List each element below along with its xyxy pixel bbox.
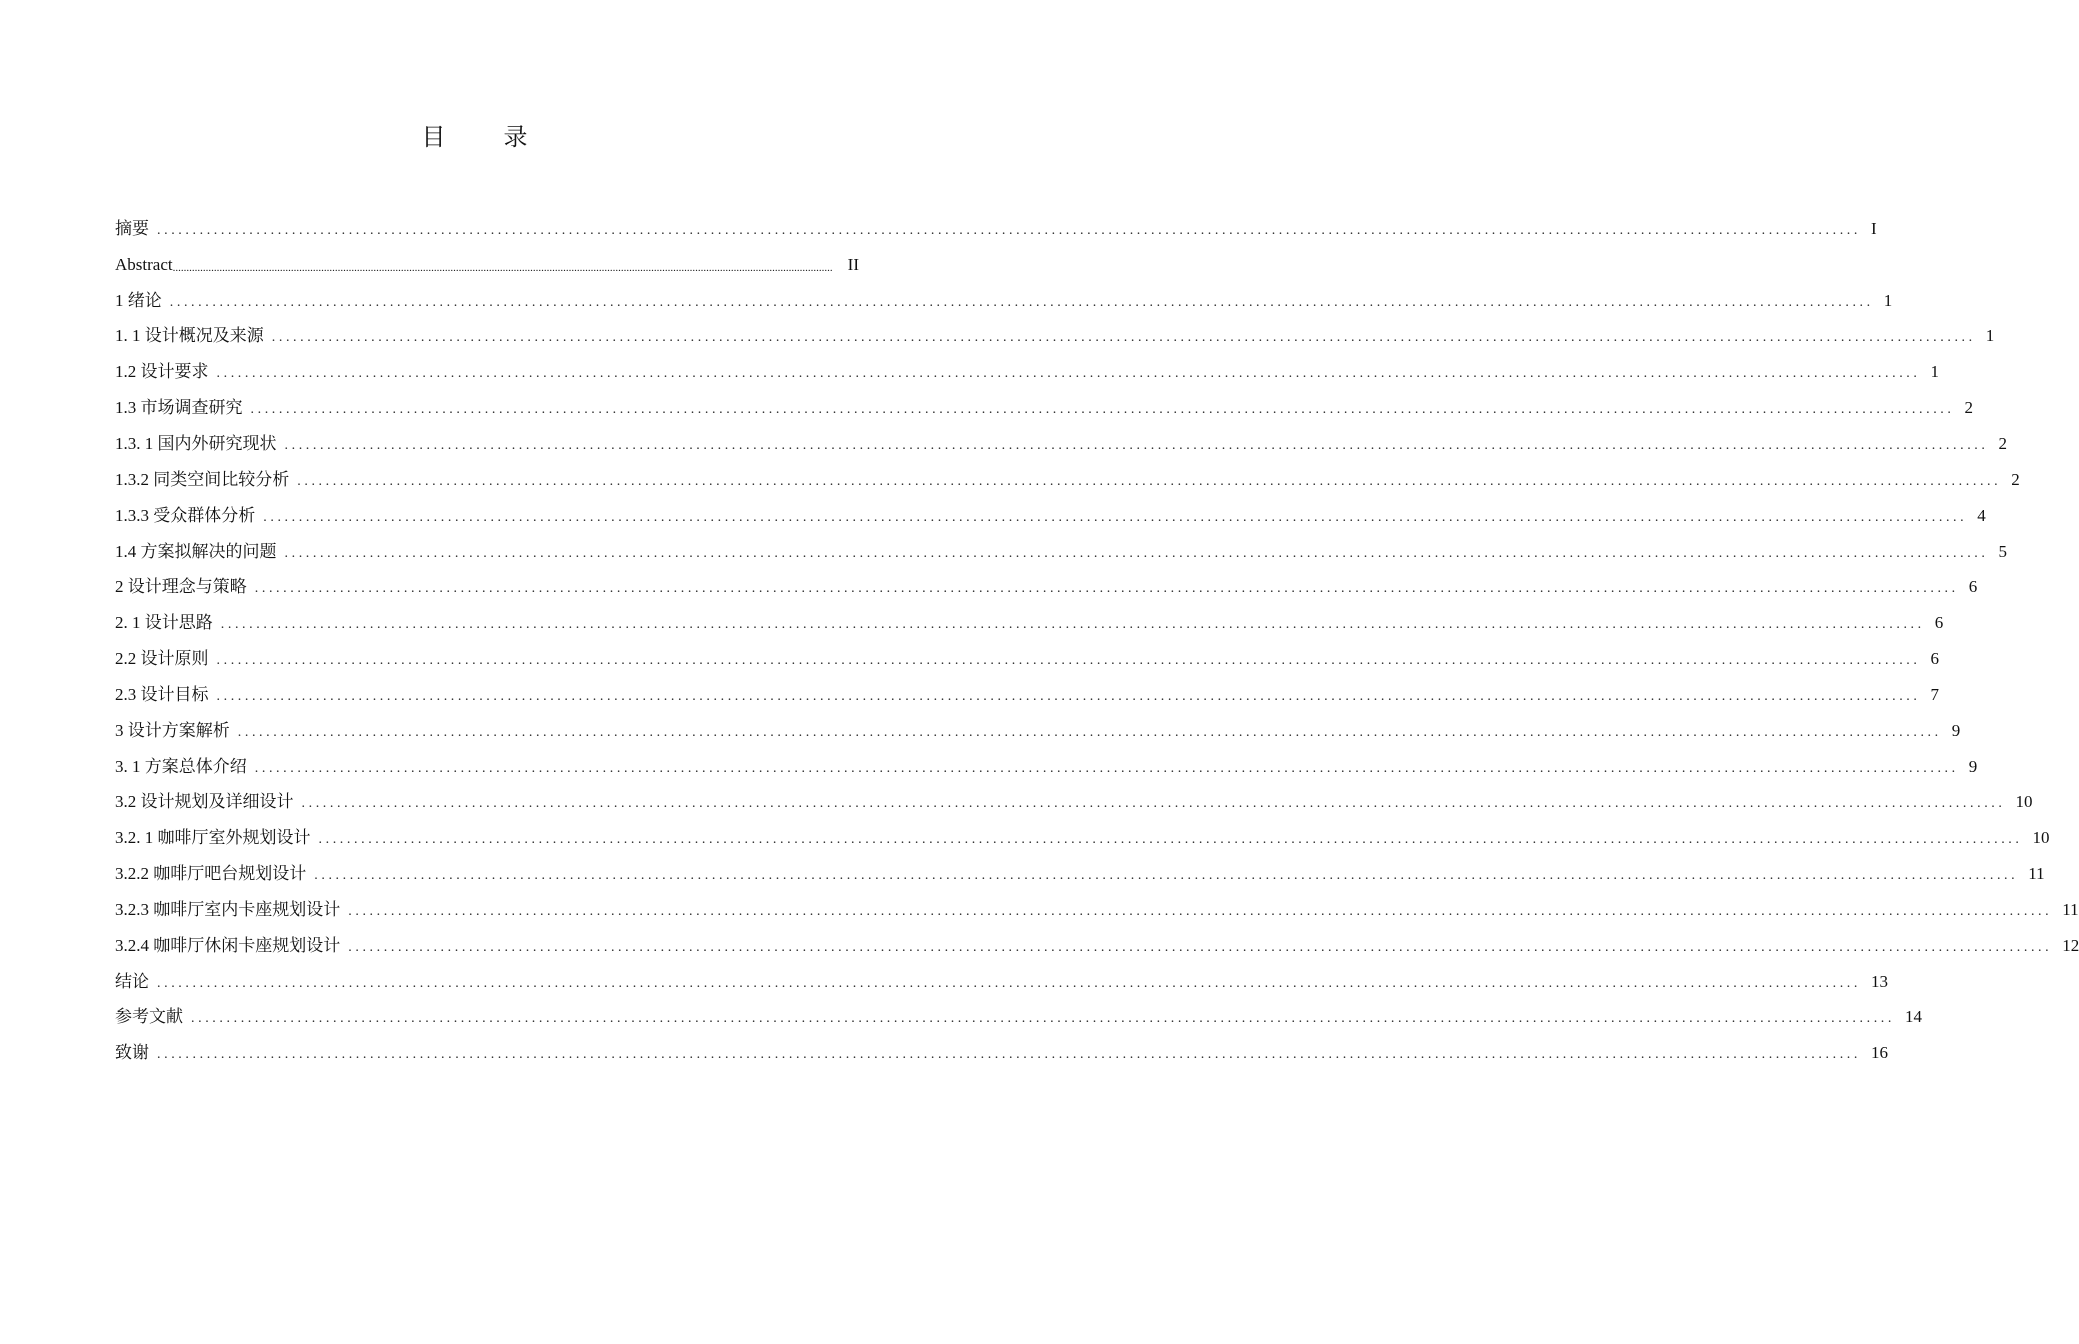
toc-dot-leader: ................................................................................................................................................................................................................................................ [348, 903, 2053, 919]
toc-entry-label: 1.3. 1 国内外研究现状 [115, 433, 277, 453]
toc-entry-label: 2. 1 设计思路 [115, 613, 213, 633]
toc-entry-label: 3.2. 1 咖啡厅室外规划设计 [115, 828, 311, 848]
toc-entry-label: 2 设计理念与策略 [115, 577, 247, 597]
toc-entry-label: 3.2.3 咖啡厅室内卡座规划设计 [115, 899, 341, 919]
toc-page-number: 6 [1930, 649, 1939, 669]
toc-entry-label: 3. 1 方案总体介绍 [115, 756, 247, 776]
toc-entry[interactable] [115, 283, 1893, 319]
toc-entry[interactable] [115, 713, 1961, 749]
toc-dot-leader: ................................................................................................................................................................................................................................................ [220, 617, 1925, 633]
toc-entry[interactable] [115, 426, 2007, 462]
toc-entry[interactable] [115, 462, 2020, 498]
toc-page-number: 1 [1985, 326, 1995, 346]
toc-page-number: 7 [1930, 684, 1939, 704]
toc-dot-leader: ................................................................................................................................................................................................................................................ [216, 688, 1921, 704]
toc-page-number: 6 [1934, 613, 1944, 633]
toc-page-number: 14 [1905, 1007, 1922, 1027]
toc-page-number: 10 [2032, 828, 2050, 848]
toc-dot-leader: ................................................................................................................................................................................................................................................ [284, 545, 1989, 561]
toc-dot-leader: ................................................................................................................................................................................................................................................ [284, 437, 1989, 453]
toc-dot-leader: ................................................................................................................................................................................................................................................ [297, 473, 2002, 489]
toc-entry-label: 2.2 设计原则 [115, 649, 209, 669]
toc-page-number: 16 [1871, 1043, 1888, 1063]
toc-dot-leader: ................................................................................................................................................................................................................................................ [254, 581, 1959, 597]
toc-dot-leader: ................................................................................................................................................................................................................................................ [172, 261, 833, 274]
page-title: 目 录 [421, 125, 554, 151]
toc-page-number: 1 [1930, 362, 1939, 382]
toc-entry[interactable] [115, 928, 2079, 964]
toc-page-number: I [1871, 218, 1877, 238]
toc-dot-leader: ................................................................................................................................................................................................................................................ [157, 222, 1861, 238]
toc-dot-leader: ................................................................................................................................................................................................................................................ [254, 760, 1959, 776]
toc-entry[interactable] [115, 677, 1939, 713]
toc-page-number: 12 [2062, 935, 2079, 955]
toc-entry[interactable] [115, 534, 2007, 570]
toc-entry[interactable] [115, 964, 1888, 1000]
toc-page-number: 10 [2015, 792, 2033, 812]
toc-page-number: 9 [1968, 756, 1978, 776]
toc-page-number: 13 [1871, 971, 1888, 991]
toc-page-number: 1 [1883, 290, 1893, 310]
toc-entry[interactable] [115, 569, 1978, 605]
toc-page-number: 11 [2062, 899, 2079, 919]
toc-dot-leader: ................................................................................................................................................................................................................................................ [250, 402, 1955, 418]
toc-dot-leader: ................................................................................................................................................................................................................................................ [271, 330, 1976, 346]
toc-page-number: II [847, 254, 859, 274]
toc-entry-label: 1.3 市场调查研究 [115, 398, 243, 418]
toc-dot-leader: ................................................................................................................................................................................................................................................ [301, 796, 2006, 812]
toc-dot-leader: ................................................................................................................................................................................................................................................ [314, 868, 2019, 884]
toc-entry-label: 3.2.4 咖啡厅休闲卡座规划设计 [115, 935, 341, 955]
toc-dot-leader: ................................................................................................................................................................................................................................................ [157, 1047, 1861, 1063]
toc-entry-label: 摘要 [115, 218, 149, 238]
toc-entry-label: 1 绪论 [115, 290, 162, 310]
toc-entry[interactable] [115, 498, 1986, 534]
toc-page-number: 4 [1977, 505, 1986, 525]
toc-entry-label: 1.3.2 同类空间比较分析 [115, 469, 290, 489]
toc-entry[interactable] [115, 605, 1944, 641]
toc-dot-leader: ................................................................................................................................................................................................................................................ [191, 1011, 1895, 1027]
toc-dot-leader: ................................................................................................................................................................................................................................................ [318, 832, 2023, 848]
toc-entry[interactable] [115, 856, 2045, 892]
toc-dot-leader: ................................................................................................................................................................................................................................................ [169, 294, 1874, 310]
toc-entry[interactable] [115, 1035, 1888, 1071]
toc-entry[interactable] [115, 749, 1978, 785]
toc-entry[interactable] [115, 211, 1877, 247]
toc-entry-label: Abstract [115, 254, 173, 274]
toc-entry-label: 2.3 设计目标 [115, 684, 209, 704]
toc-entry-label: 参考文献 [115, 1007, 183, 1027]
toc-page-number: 11 [2028, 864, 2045, 884]
toc-entry[interactable] [115, 641, 1939, 677]
toc-entry[interactable] [115, 820, 2050, 856]
toc-entry-label: 3.2.2 咖啡厅吧台规划设计 [115, 864, 307, 884]
toc-entry-label: 1.4 方案拟解决的问题 [115, 541, 277, 561]
toc-entry[interactable] [115, 390, 1973, 426]
toc-entry-label: 3.2 设计规划及详细设计 [115, 792, 294, 812]
toc-entry-label: 1.2 设计要求 [115, 362, 209, 382]
table-of-contents [115, 211, 2079, 1071]
toc-entry[interactable] [115, 247, 859, 283]
toc-page-number: 5 [1998, 541, 2007, 561]
toc-dot-leader: ................................................................................................................................................................................................................................................ [263, 509, 1968, 525]
toc-dot-leader: ................................................................................................................................................................................................................................................ [237, 724, 1942, 740]
toc-page-number: 9 [1951, 720, 1961, 740]
toc-entry[interactable] [115, 785, 2033, 821]
toc-entry-label: 致谢 [115, 1043, 149, 1063]
toc-entry[interactable] [115, 892, 2079, 928]
toc-dot-leader: ................................................................................................................................................................................................................................................ [157, 975, 1861, 991]
toc-entry[interactable] [115, 319, 1995, 355]
toc-entry-label: 1.3.3 受众群体分析 [115, 505, 256, 525]
toc-page-number: 6 [1968, 577, 1978, 597]
toc-dot-leader: ................................................................................................................................................................................................................................................ [216, 366, 1921, 382]
toc-entry-label: 3 设计方案解析 [115, 720, 230, 740]
toc-dot-leader: ................................................................................................................................................................................................................................................ [348, 939, 2053, 955]
toc-page-number: 2 [1964, 398, 1973, 418]
toc-page-number: 2 [1998, 433, 2007, 453]
toc-dot-leader: ................................................................................................................................................................................................................................................ [216, 653, 1921, 669]
toc-entry-label: 结论 [115, 971, 149, 991]
toc-entry[interactable] [115, 354, 1939, 390]
toc-entry[interactable] [115, 1000, 1922, 1036]
toc-entry-label: 1. 1 设计概况及来源 [115, 326, 264, 346]
toc-page-number: 2 [2011, 469, 2020, 489]
